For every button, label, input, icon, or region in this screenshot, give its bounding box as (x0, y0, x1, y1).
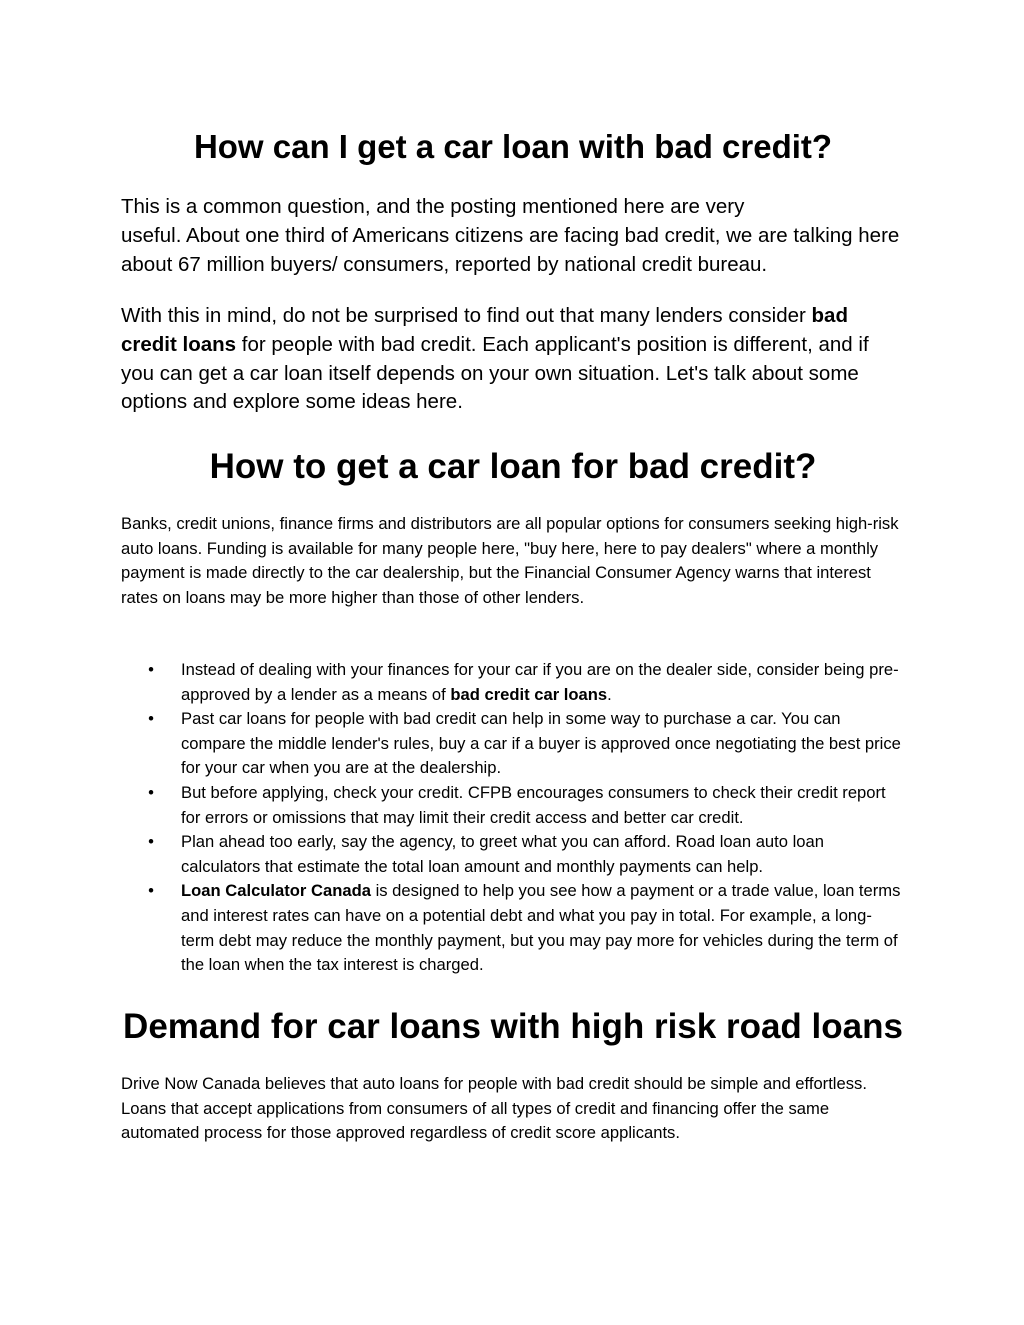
section-2-paragraph: Banks, credit unions, finance firms and distributors are all popular options for consumers seeking high-risk auto loans. Funding is available for many people here, "buy here, here to pay dealers" where a monthly payment is made directly to the car dealership, but the Financial Consumer Agency warns that interest rates on loans may be more higher than those of other lenders. (121, 514, 899, 607)
bullet-icon: • (148, 709, 154, 729)
bad-credit-car-loans-bold: bad credit car loans (450, 684, 608, 704)
list-item (121, 781, 905, 830)
list-item-text-after: is designed to help you see how a payment or a trade value, loan terms and interest rates can have on a potential debt and what you pay in total. For example, a long-term debt may reduce the monthly payment, but you may pay more for vehicles during the term of the loan when the tax interest is charged. (181, 881, 901, 975)
intro-paragraph-1-rest: useful. About one third of Americans citizens are facing bad credit, we are talking here about 67 million buyers/ consumers, reported by national credit bureau. (121, 223, 900, 276)
list-item (121, 658, 905, 707)
heading-demand-for-car-loans: Demand for car loans with high risk road loans (123, 1007, 903, 1046)
list-item-text-before: Instead of dealing with your finances for your car if you are on the dealer side, consider being pre-approved by a lender as a means of (181, 660, 899, 704)
list-item (121, 830, 905, 879)
list-item-text: But before applying, check your credit. CFPB encourages consumers to check their credit report for errors or omissions that may limit their credit access and better car credit. (181, 782, 886, 827)
bullet-icon: • (148, 782, 154, 802)
bad-credit-loans-bold: bad credit loans (121, 304, 848, 356)
heading-how-to-get-car-loan: How to get a car loan for bad credit? (209, 447, 817, 486)
list-item-text: Past car loans for people with bad credit can help in some way to purchase a car. You can compare the middle lender's rules, buy a car if a buyer is approved once negotiating the best price for your car when you are at the dealership. (181, 709, 901, 778)
options-bullet-list (121, 658, 905, 978)
intro-paragraph-1 (121, 193, 905, 279)
heading-car-loan-bad-credit: How can I get a car loan with bad credit? (193, 128, 833, 165)
list-item-text: Plan ahead too early, say the agency, to greet what you can afford. Road loan auto loan calculators that estimate the total loan amount and monthly payments can help. (181, 832, 824, 876)
intro-paragraph-1-line-1: This is a common question, and the posting mentioned here are very (121, 195, 745, 218)
list-item (121, 879, 905, 977)
bullet-icon: • (148, 881, 154, 901)
section-3-paragraph: Drive Now Canada believes that auto loans for people with bad credit should be simple and effortless. Loans that accept applications from consumers of all types of credit and financing offer the same automated process for those approved regardless of credit score applicants. (121, 1074, 867, 1143)
intro-paragraph-2 (121, 302, 905, 417)
loan-calculator-canada-bold: Loan Calculator Canada (181, 881, 371, 901)
bullet-icon: • (148, 660, 154, 679)
list-item (121, 707, 905, 781)
intro-paragraph-2-text-after: for people with bad credit. Each applicant's position is different, and if you can get a car loan itself depends on your own situation. Let's talk about some options and explore some ideas here. (121, 332, 869, 414)
intro-paragraph-2-text-before: With this in mind, do not be surprised to find out that many lenders consider (121, 304, 812, 327)
list-item-text-after: . (607, 684, 612, 704)
bullet-icon: • (148, 832, 154, 852)
